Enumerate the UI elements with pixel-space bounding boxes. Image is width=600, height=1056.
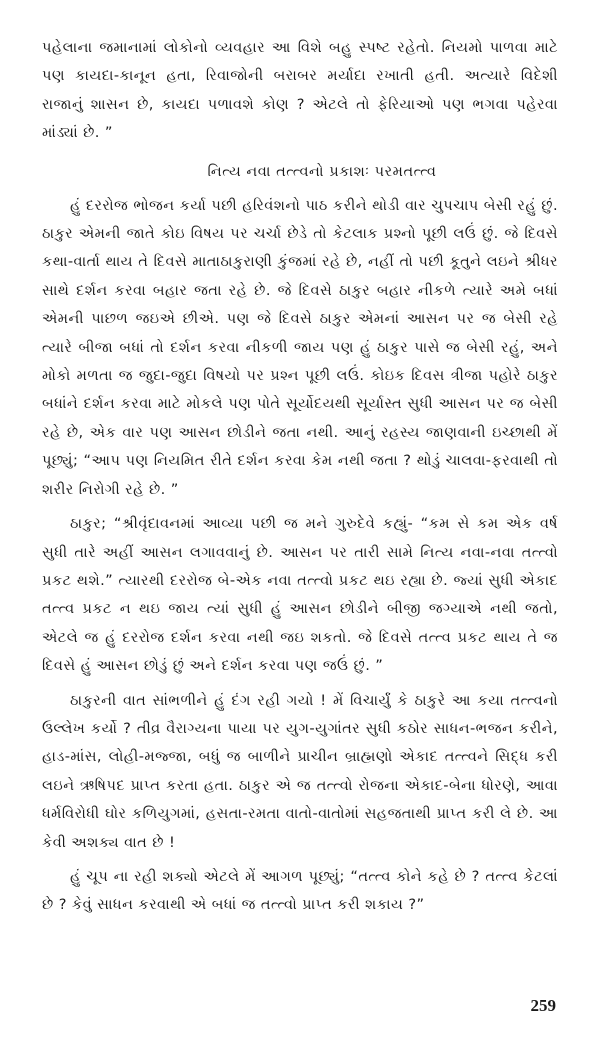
paragraph-continued: પહેલાના જમાનામાં લોકોનો વ્યવહાર આ વિશે બહુ સ્પષ્ટ રહેતો. નિયમો પાળવા માટે પણ કાયદા-કાનૂન હતા, રિવાજોની બરાબર મર્યાદા રખાતી હતી. અત્યારે વિદેશી રાજાનું શાસન છે, કાયદા પળાવશે કોણ ? એટલે તો ફેરિયાઓ પણ ભગવા પહેરવા માંડ્યાં છે. ”: [42, 39, 558, 142]
paragraph-1: હું દરરોજ ભોજન કર્યા પછી હરિવંશનો પાઠ કરીને થોડી વાર ચુપચાપ બેસી રહું છું. ઠાકુર એમની જાતે કોઇ વિષય પર ચર્ચા છેડે તો કેટલાક પ્રશ્નો પૂછી લઉં છું. જે દિવસે કથા-વાર્તા થાય તે દિવસે માતાઠાકુરાણી કુંજમાં રહે છે, નહીં તો પછી કૂતુને લઇને શ્રીધર સાથે દર્શન કરવા બહાર જતા રહે છે. જે દિવસે ઠાકુર બહાર નીકળે ત્યારે અમે બધાં એમની પાછળ જઇએ છીએ. પણ જે દિવસે ઠાકુર એમનાં આસન પર જ બેસી રહે ત્યારે બીજા બધાં તો દર્શન કરવા નીકળી જાય પણ હું ઠાકુર પાસે જ બેસી રહું, અને મોકો મળતા જ જુદા-જુદા વિષયો પર પ્રશ્ન પૂછી લઉં. કોઇક દિવસ ત્રીજા પહોરે ઠાકુર બધાંને દર્શન કરવા માટે મોકલે પણ પોતે સૂર્યોદયથી સૂર્યાસ્ત સુધી આસન પર જ બેસી રહે છે, એક વાર પણ આસન છોડીને જતા નથી. આનું રહસ્ય જાણવાની ઇચ્છાથી મેં પૂછ્યું; “આપ પણ નિયમિત રીતે દર્શન કરવા કેમ નથી જતા ? થોડું ચાલવા-ફરવાથી તો શરીર નિરોગી રહે છે. ”: [42, 196, 558, 498]
paragraph-2: ઠાકુર; “શ્રીવૃંદાવનમાં આવ્યા પછી જ મને ગુરુદેવે કહ્યું- “કમ સે કમ એક વર્ષ સુધી તારે અહીં આસન લગાવવાનું છે. આસન પર તારી સામે નિત્ય નવા-નવા તત્ત્વો પ્રકટ થશે.” ત્યારથી દરરોજ બે-એક નવા તત્ત્વો પ્રકટ થઇ રહ્યા છે. જ્યાં સુધી એકાદ તત્ત્વ પ્રકટ ન થઇ જાય ત્યાં સુધી હું આસન છોડીને બીજી જગ્યાએ નથી જતો, એટલે જ હું દરરોજ દર્શન કરવા નથી જઇ શકતો. જે દિવસે તત્ત્વ પ્રકટ થાય તે જ દિવસે હું આસન છોડું છું અને દર્શન કરવા પણ જઉં છું. ”: [42, 515, 558, 675]
section-heading: નિત્ય નવા તત્ત્વનો પ્રકાશઃ પરમતત્ત્વ: [207, 162, 437, 180]
paragraph-3: ઠાકુરની વાત સાંભળીને હું દંગ રહી ગયો ! મેં વિચાર્યું કે ઠાકુરે આ કયા તત્ત્વનો ઉલ્લેખ કર્યો ? તીવ્ર વૈરાગ્યના પાયા પર યુગ-યુગાંતર સુધી કઠોર સાધન-ભજન કરીને, હાડ-માંસ, લોહી-મજ્જા, બધું જ બાળીને પ્રાચીન બ્રાહ્મણો એકાદ તત્ત્વને સિદ્ધ કરી લઇને ઋષિપદ પ્રાપ્ત કરતા હતા. ઠાકુર એ જ તત્ત્વો રોજના એકાદ-બેના ધોરણે, આવા ધર્મવિરોધી ઘોર કળિયુગમાં, હસતા-રમતા વાતો-વાતોમાં સહજતાથી પ્રાપ્ત કરી લે છે. આ કેવી અશક્ય વાત છે !: [42, 691, 558, 851]
paragraph-4: હું ચૂપ ના રહી શક્યો એટલે મેં આગળ પૂછ્યું; “તત્ત્વ કોને કહે છે ? તત્ત્વ કેટલાં છે ? કેવું સાધન કરવાથી એ બધાં જ તત્ત્વો પ્રાપ્ત કરી શકાય ?”: [42, 867, 558, 914]
page-number: 259: [530, 996, 556, 1015]
